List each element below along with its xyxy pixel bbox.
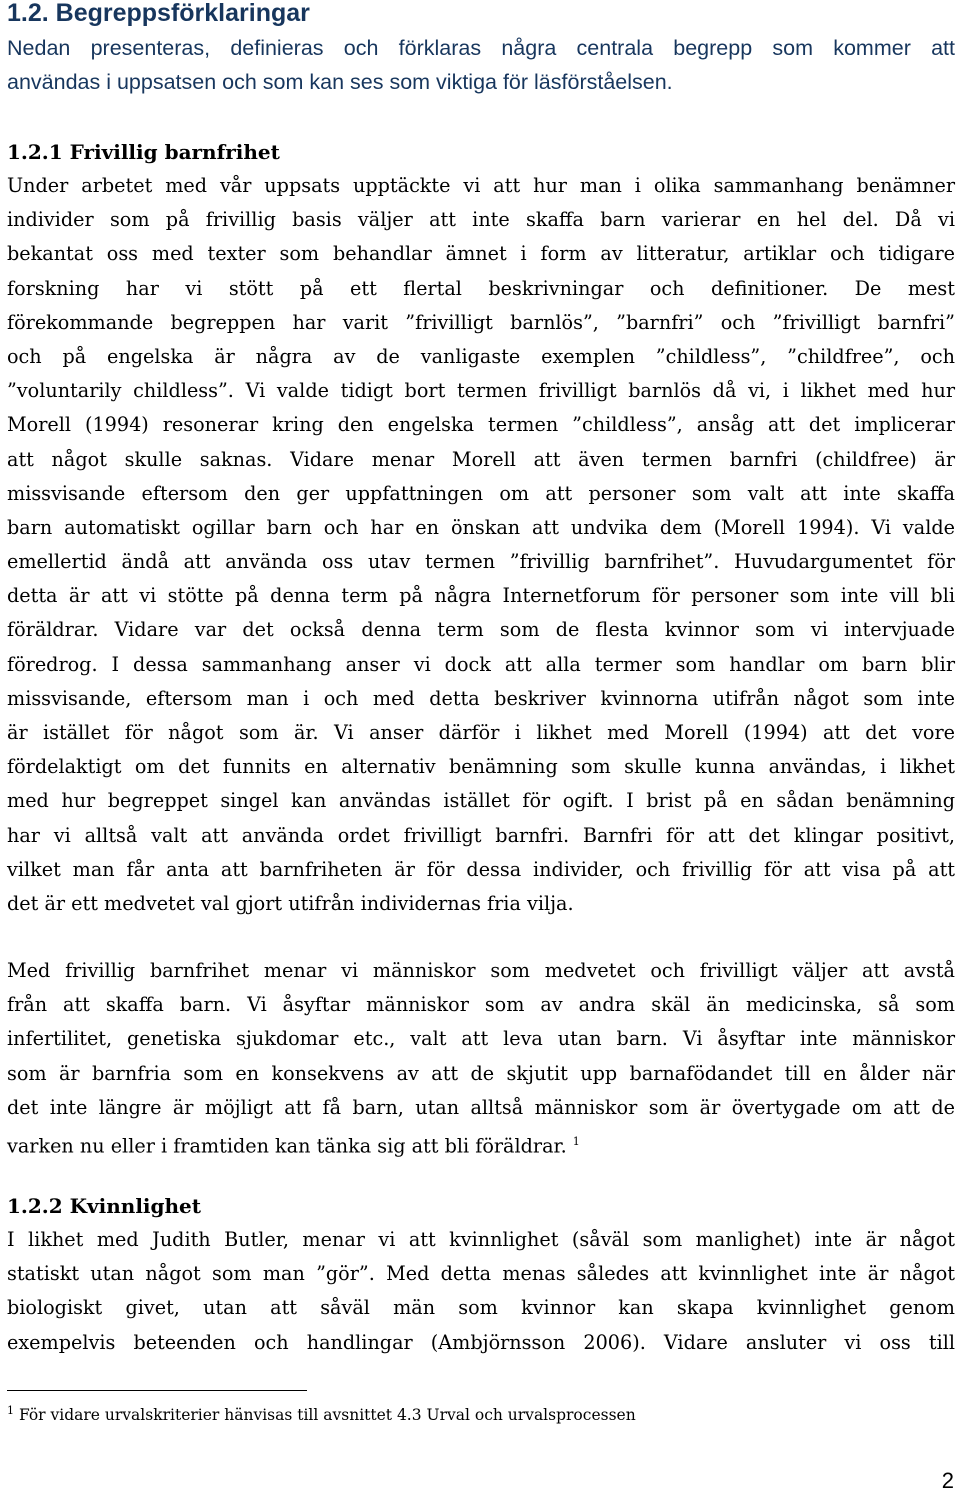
intro-line: användas i uppsatsen och som kan ses som viktiga för läsförståelsen. [7,70,673,95]
subsection-heading-kvinnlighet: 1.2.2 Kvinnlighet [7,1194,202,1218]
text-line: Under arbetet med vår uppsats upptäckte vi att hur man i olika sammanhang benämner [7,174,955,197]
text-line: har vi alltså valt att använda ordet frivilligt barnfri. Barnfri för att det klingar positivt, [7,823,955,847]
footnote-reference[interactable]: 1 [572,1134,580,1148]
text-line: infertilitet, genetiska sjukdomar etc., valt att leva utan barn. Vi åsyftar inte människor [7,1027,955,1051]
footnote-divider [7,1390,307,1391]
paragraph-frivillig-barnfrihet [7,169,955,921]
intro-line: Nedan presenteras, definieras och förklaras några centrala begrepp som kommer att [7,36,955,60]
paragraph-kvinnlighet [7,1223,955,1360]
section-heading: 1.2. Begreppsförklaringar [7,0,310,27]
text-line: exempelvis beteenden och handlingar (Ambjörnsson 2006). Vidare ansluter vi oss till [7,1330,955,1354]
text-line: bekantat oss med texter som behandlar ämnet i form av litteratur, artiklar och tidigare [7,242,955,266]
text-line: barn automatiskt ogillar barn och har en önskan att undvika dem (Morell 1994). Vi valde [7,515,955,539]
text-line: det är ett medvetet val gjort utifrån individernas fria vilja. [7,891,574,915]
text-line: ”voluntarily childless”. Vi valde tidigt bort termen frivilligt barnlös då vi, i likhet med hur [7,379,955,403]
footnote-marker: 1 [7,1404,14,1417]
footnote [7,1404,636,1424]
text-line: med hur begreppet singel kan användas istället för ogift. I brist på en sådan benämning [7,789,955,813]
text-line: fördelaktigt om det funnits en alternativ benämning som skulle kunna användas, i likhet [7,755,955,779]
text-line: från att skaffa barn. Vi åsyftar människor som av andra skäl än medicinska, så som [7,993,955,1017]
text-line: att något skulle saknas. Vidare menar Morell att även termen barnfri (childfree) är [7,447,955,471]
text-line: individer som på frivillig basis väljer att inte skaffa barn varierar en hel del. Då vi [7,208,955,232]
section-intro [7,33,955,101]
text-line: detta är att vi stötte på denna term på några Internetforum för personer som inte vill bli [7,584,955,608]
text-line: det inte längre är möjligt att få barn, utan alltså människor som är övertygade om att de [7,1095,955,1119]
text-line: förekommande begreppen har varit ”frivilligt barnlös”, ”barnfri” och ”frivilligt barnfri” [7,310,955,334]
text-line: som är barnfria som en konsekvens av att de skjutit upp barnafödandet till en ålder när [7,1061,955,1085]
text-line: och på engelska är några av de vanligaste exemplen ”childless”, ”childfree”, och [7,344,955,368]
page-number: 2 [941,1468,954,1493]
text-line: missvisande eftersom den ger uppfattningen om att personer som valt att inte skaffa [7,481,955,505]
text-line: statiskt utan något som man ”gör”. Med detta menas således att kvinnlighet inte är något [7,1262,955,1286]
text-line: biologiskt givet, utan att såväl män som kvinnor kan skapa kvinnlighet genom [7,1296,955,1320]
text-line: Med frivillig barnfrihet menar vi människor som medvetet och frivilligt väljer att avstå [7,959,955,982]
text-line: forskning har vi stött på ett flertal beskrivningar och definitioner. De mest [7,276,955,300]
text-line: I likhet med Judith Butler, menar vi att kvinnlighet (såväl som manlighet) inte är något [7,1228,955,1251]
footnote-text: För vidare urvalskriterier hänvisas till avsnittet 4.3 Urval och urvalsprocessen [18,1406,636,1425]
text-line [7,1125,955,1159]
text-line: föredrog. I dessa sammanhang anser vi dock att alla termer som handlar om barn blir [7,652,955,676]
text-line-content: varken nu eller i framtiden kan tänka sig att bli föräldrar. [7,1134,567,1158]
text-line: emellertid ändå att använda oss utav termen ”frivillig barnfrihet”. Huvudargumentet för [7,550,955,574]
paragraph-definition [7,954,955,1159]
text-line: är istället för något som är. Vi anser därför i likhet med Morell (1994) att det vore [7,721,955,744]
subsection-heading-frivillig-barnfrihet: 1.2.1 Frivillig barnfrihet [7,140,280,164]
text-line: föräldrar. Vidare var det också denna term som de flesta kvinnor som vi intervjuade [7,618,955,642]
text-line: vilket man får anta att barnfriheten är för dessa individer, och frivillig för att visa på att [7,857,955,881]
text-line: Morell (1994) resonerar kring den engelska termen ”childless”, ansåg att det implicerar [7,413,955,437]
text-line: missvisande, eftersom man i och med detta beskriver kvinnorna utifrån något som inte [7,686,955,710]
